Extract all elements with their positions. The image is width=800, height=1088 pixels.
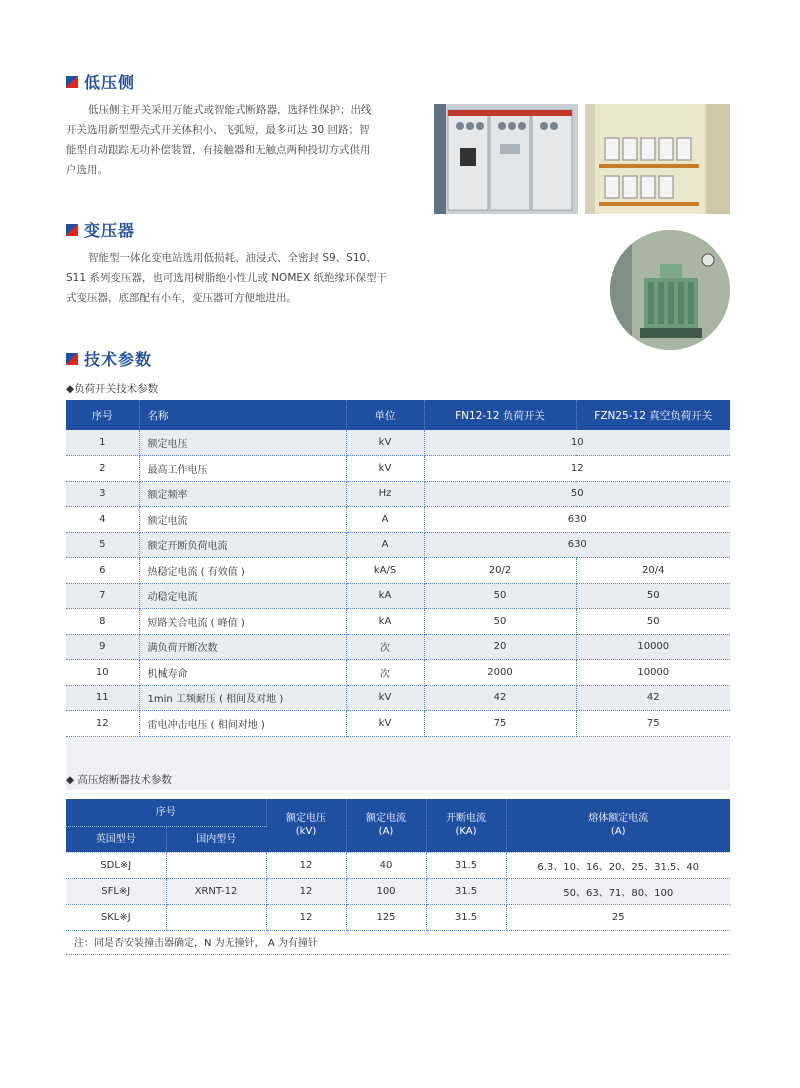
table-cell: 31.5	[426, 904, 506, 930]
table-row	[66, 481, 730, 507]
table-cell: 最高工作电压	[139, 456, 346, 482]
table-cell: Hz	[346, 481, 424, 507]
table-cell: kA	[346, 609, 424, 635]
section-heading-tech-params	[66, 347, 152, 370]
table-cell: 额定电流	[139, 507, 346, 533]
switchgear-cabinet-photo	[434, 104, 578, 214]
table-cell: 42	[576, 685, 730, 711]
table-cell: 额定开断负荷电流	[139, 532, 346, 558]
table-cell: 2000	[424, 660, 576, 686]
table-cell: 额定电压	[139, 430, 346, 456]
table-cell: 25	[506, 904, 730, 930]
table-row	[66, 634, 730, 660]
table-cell: 6	[66, 558, 139, 584]
table-row	[66, 852, 730, 878]
table-cell: A	[346, 532, 424, 558]
table-cell-merged: 12	[424, 456, 730, 482]
table-cell: kV	[346, 711, 424, 737]
paragraph-line: 智能型一体化变电站选用低损耗、油浸式、全密封 S9、S10、	[88, 252, 377, 264]
header-fzn25: FZN25-12 真空负荷开关	[576, 400, 730, 430]
load-switch-table	[66, 400, 730, 737]
table-cell: kV	[346, 456, 424, 482]
table-cell: SKL※J	[66, 904, 166, 930]
table-row	[66, 609, 730, 635]
section-heading-low-voltage	[66, 70, 135, 93]
table-cell: kV	[346, 685, 424, 711]
header-rated-current	[346, 799, 426, 852]
table-row	[66, 430, 730, 456]
paragraph-line: 低压侧主开关采用万能式或智能式断路器，选择性保护；出线	[88, 104, 372, 116]
table-row	[66, 904, 730, 930]
table-cell: 31.5	[426, 852, 506, 878]
table-cell: 8	[66, 609, 139, 635]
header-seq: 序号	[66, 400, 139, 430]
table-cell: 75	[576, 711, 730, 737]
table-row	[66, 685, 730, 711]
header-fuse-current	[506, 799, 730, 852]
table-cell-merged: 50	[424, 481, 730, 507]
table-header-row	[66, 400, 730, 430]
table-cell: 100	[346, 878, 426, 904]
section-title: 变压器	[84, 221, 136, 240]
table-cell: 20/4	[576, 558, 730, 584]
section-title: 低压侧	[84, 73, 136, 92]
table-cell: 3	[66, 481, 139, 507]
table-cell: SDL※J	[66, 852, 166, 878]
table-cell: A	[346, 507, 424, 533]
table-cell: 1min 工频耐压 ( 相间及对地 )	[139, 685, 346, 711]
table-cell: 短路关合电流 ( 峰值 )	[139, 609, 346, 635]
table-cell: 1	[66, 430, 139, 456]
table-row	[66, 660, 730, 686]
section-heading-transformer	[66, 218, 135, 241]
table-cell: 12	[66, 711, 139, 737]
section-marker-icon	[66, 76, 78, 88]
header-text: 熔体额定电流	[588, 813, 649, 825]
header-unit: (kV)	[295, 826, 317, 838]
table-row	[66, 507, 730, 533]
low-voltage-paragraph	[66, 100, 396, 180]
table-cell: 9	[66, 634, 139, 660]
header-rated-voltage	[266, 799, 346, 852]
header-name: 名称	[139, 400, 346, 430]
header-text: 额定电压	[286, 813, 326, 825]
table-cell: kA	[346, 583, 424, 609]
capacitor-cabinet-photo	[585, 104, 730, 214]
table-cell: 50	[576, 583, 730, 609]
table-row	[66, 558, 730, 584]
paragraph-line: 能型自动跟踪无功补偿装置，有接触器和无触点两种投切方式供用	[66, 144, 371, 156]
table-row	[66, 878, 730, 904]
section-title: 技术参数	[84, 350, 153, 369]
section-marker-icon	[66, 353, 78, 365]
header-cn-model: 国内型号	[166, 826, 266, 852]
table-cell: 额定频率	[139, 481, 346, 507]
table-cell: 5	[66, 532, 139, 558]
table-cell: 7	[66, 583, 139, 609]
paragraph-line: 式变压器，底部配有小车，变压器可方便地进出。	[66, 292, 297, 304]
header-seq: 序号	[66, 799, 266, 826]
table-cell: 50、63、71、80、100	[506, 878, 730, 904]
table-cell: 42	[424, 685, 576, 711]
header-en-model: 英国型号	[66, 826, 166, 852]
table-cell: 125	[346, 904, 426, 930]
table-row	[66, 583, 730, 609]
section-marker-icon	[66, 224, 78, 236]
fuse-note: 注：同是否安装撞击器确定，N 为无撞针， A 为有撞针	[66, 933, 730, 955]
header-text: 额定电流	[366, 813, 406, 825]
paragraph-line: S11 系列变压器，也可选用树脂绝小性儿或 NOMEX 纸绝缘环保型干	[66, 272, 388, 284]
header-breaking-current	[426, 799, 506, 852]
table-cell: 50	[424, 583, 576, 609]
table-cell: 12	[266, 878, 346, 904]
header-text: 开断电流	[446, 813, 486, 825]
table-cell: 20/2	[424, 558, 576, 584]
table-cell: kA/S	[346, 558, 424, 584]
table-cell: 次	[346, 634, 424, 660]
header-unit: (A)	[610, 826, 626, 838]
paragraph-line: 户选用。	[66, 164, 108, 176]
table2-label: ◆ 高压熔断器技术参数	[66, 774, 172, 786]
table-cell: 满负荷开断次数	[139, 634, 346, 660]
table-cell-merged: 630	[424, 507, 730, 533]
table-cell: 50	[576, 609, 730, 635]
table-row	[66, 456, 730, 482]
table-cell	[166, 904, 266, 930]
table-cell: 热稳定电流 ( 有效值 )	[139, 558, 346, 584]
transformer-photo	[610, 230, 730, 350]
table-cell: 75	[424, 711, 576, 737]
table-cell: SFL※J	[66, 878, 166, 904]
table-cell: 次	[346, 660, 424, 686]
table-cell: 10000	[576, 660, 730, 686]
table-cell: 20	[424, 634, 576, 660]
paragraph-line: 开关选用新型塑壳式开关体积小、飞弧短，最多可达 30 回路；智	[66, 124, 370, 136]
table-cell: XRNT-12	[166, 878, 266, 904]
header-unit: (KA)	[455, 826, 477, 838]
table-cell: 2	[66, 456, 139, 482]
table-cell: 31.5	[426, 878, 506, 904]
table-cell: 40	[346, 852, 426, 878]
table-cell: 12	[266, 852, 346, 878]
table-cell: 12	[266, 904, 346, 930]
fuse-table	[66, 799, 730, 931]
table-cell-merged: 630	[424, 532, 730, 558]
table-cell: 50	[424, 609, 576, 635]
table-row	[66, 532, 730, 558]
table-cell: 11	[66, 685, 139, 711]
table-cell: kV	[346, 430, 424, 456]
header-unit: (A)	[378, 826, 394, 838]
table-cell: 10	[66, 660, 139, 686]
table-cell: 10000	[576, 634, 730, 660]
table-cell: 6.3、10、16、20、25、31.5、40	[506, 852, 730, 878]
header-unit: 单位	[346, 400, 424, 430]
transformer-paragraph	[66, 248, 406, 308]
table-row	[66, 711, 730, 737]
table-cell: 动稳定电流	[139, 583, 346, 609]
table-cell: 4	[66, 507, 139, 533]
table1-label: ◆负荷开关技术参数	[66, 383, 159, 395]
table-cell-merged: 10	[424, 430, 730, 456]
table-cell: 雷电冲击电压 ( 相间对地 )	[139, 711, 346, 737]
header-fn12: FN12-12 负荷开关	[424, 400, 576, 430]
table-cell	[166, 852, 266, 878]
table-cell: 机械寿命	[139, 660, 346, 686]
